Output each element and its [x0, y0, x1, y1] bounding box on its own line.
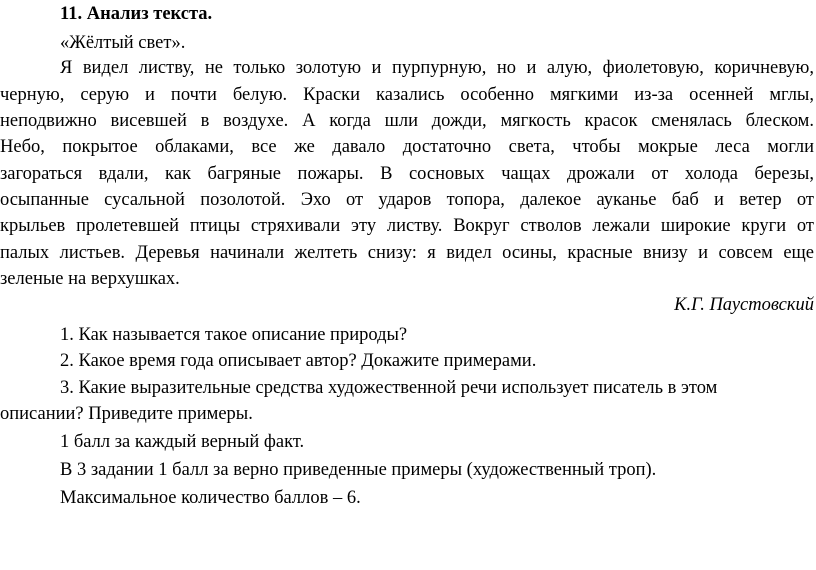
question-3-line-1: 3. Какие выразительные средства художественной речи использует писатель в этом	[60, 378, 718, 398]
passage-line: зеленые на верхушках.	[0, 269, 180, 289]
passage-line: черную, серую и почти белую. Краски казались особенно мягкими из-за осенней мглы,	[0, 85, 814, 105]
author-signature: К.Г. Паустовский	[674, 295, 814, 315]
passage-line: крыльев пролетевшей птицы стряхивали эту листву. Вокруг стволов лежали широкие круги от	[0, 216, 814, 236]
passage-line: Небо, покрытое облаками, все же давало достаточно света, чтобы мокрые леса могли	[0, 137, 814, 157]
passage-line: загораться вдали, как багряные пожары. В сосновых чащах дрожали от холода березы,	[0, 164, 814, 184]
text-title: «Жёлтый свет».	[60, 33, 186, 53]
question-1: 1. Как называется такое описание природы?	[60, 325, 408, 345]
question-3-line-2: описании? Приведите примеры.	[0, 404, 253, 424]
scoring-per-fact: 1 балл за каждый верный факт.	[60, 432, 305, 452]
passage-line: Я видел листву, не только золотую и пурпурную, но и алую, фиолетовую, коричневую,	[60, 58, 814, 78]
heading: 11. Анализ текста.	[60, 4, 213, 24]
passage-line: палых листьев. Деревья начинали желтеть снизу: я видел осины, красные внизу и совсем еще	[0, 243, 814, 263]
scoring-max: Максимальное количество баллов – 6.	[60, 488, 361, 508]
scoring-task-3: В 3 задании 1 балл за верно приведенные примеры (художественный троп).	[60, 460, 657, 480]
passage-line: неподвижно висевшей в воздухе. А когда шли дожди, мягкость красок сменялась блеском.	[0, 111, 814, 131]
question-2: 2. Какое время года описывает автор? Докажите примерами.	[60, 351, 537, 371]
passage-line: осыпанные сусальной позолотой. Эхо от ударов топора, далекое ауканье баб и ветер от	[0, 190, 814, 210]
